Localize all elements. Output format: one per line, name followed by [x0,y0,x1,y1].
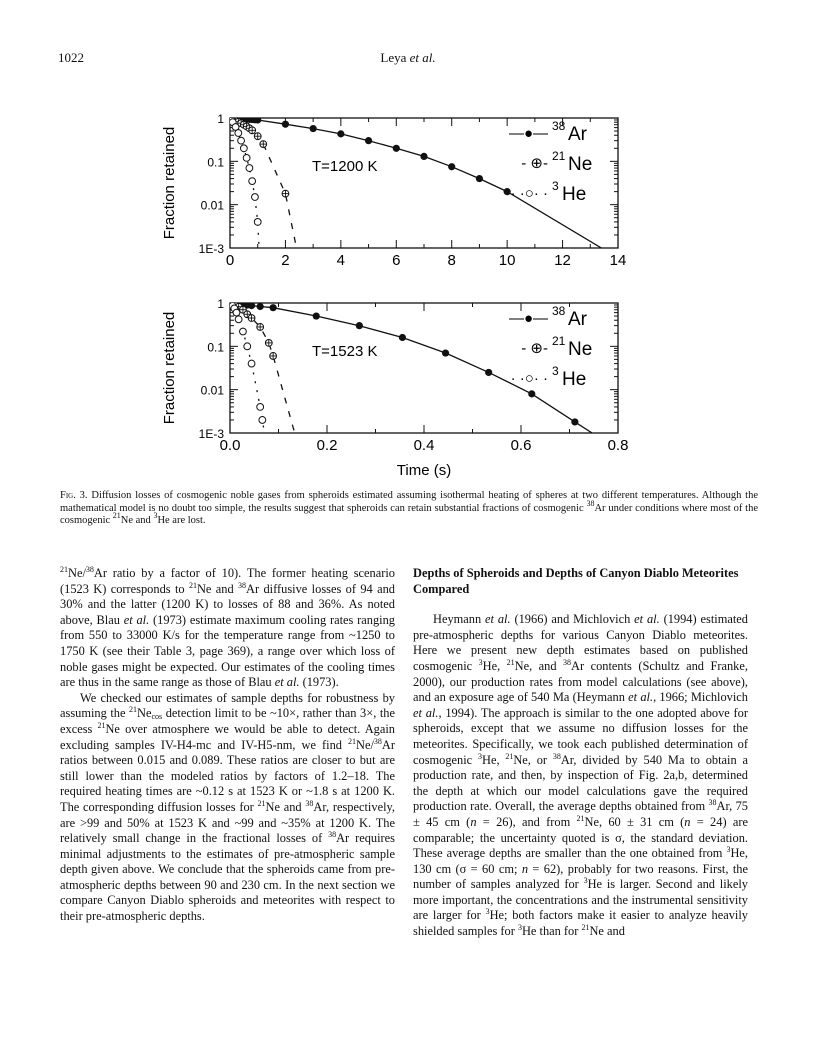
text-run: Ne [137,706,152,721]
data-point-38Ar [257,303,264,310]
data-point-38Ar [485,369,492,376]
legend-element: Ar [568,309,587,330]
text-run: He than for [521,924,582,939]
caption-sup-he: 3 [153,511,158,520]
data-point-38Ar [248,302,255,309]
y-tick-label: 0.01 [200,383,224,398]
text-run: Ne over atmosphere we would be able to detect. Again excluding samples IV-H4-mc and IV-H5-nm, we find [60,721,396,752]
paragraph [60,566,395,691]
text-run: n [521,861,529,876]
temperature-annotation: T=1523 K [312,342,378,360]
text-run: 38 [238,580,247,590]
x-tick-label: 14 [609,252,627,269]
caption-label: Fig. 3. [60,490,88,501]
legend-symbol: · ·○· · [510,185,548,202]
x-tick-label: 0.2 [316,437,338,454]
page-number: 1022 [58,50,84,65]
left-column [60,566,395,925]
text-run: He is larger. Second and likely more important, the concentrations and the instrumental sensitivity are larger for [413,877,748,923]
x-tick-label: 4 [336,252,346,269]
data-point-38Ar [571,418,578,425]
text-run: n [684,814,691,829]
data-point-3He [252,194,259,201]
data-point-38Ar [282,121,289,128]
text-run: Ar contents (Schultz and Franke, 2000), our production rates from model calculations (see above), and an exposure age of 540 Ma (Heymann [413,658,748,705]
legend-mass-number: 38 [552,304,566,318]
data-point-38Ar [442,349,449,356]
data-point-38Ar [476,175,483,182]
legend-element: Ne [568,154,593,175]
legend-symbol: - ⊕- [521,155,548,172]
text-run: = 24) are comparable; the uncertainty quoted is σ, the standard deviation. These average depths are smaller than the one obtained from [413,814,748,861]
chart-1200k [150,100,670,275]
text-run: et al. [123,612,150,627]
legend-symbol: —●— [508,310,548,327]
text-run: , 1966; Michlovich [653,690,748,705]
data-point-38Ar [310,125,317,132]
text-run: et al. [628,690,654,705]
x-tick-label: 10 [498,252,516,269]
text-run: Ne and [265,799,306,814]
y-tick-label: 0.01 [200,198,224,213]
text-run: = 26), and from [476,814,577,829]
data-point-3He [248,360,255,367]
caption-text-2: Ar under conditions where most of the cosmogenic [60,502,758,526]
legend-element: He [562,369,587,390]
data-point-3He [249,178,256,185]
text-run: Ar diffusive losses of 94 and 30% and the latter (1200 K) to losses of 88 and 36%. As noted above, Blau [60,581,395,627]
data-point-38Ar [393,145,400,152]
text-run: He, [482,752,506,767]
figure-caption [60,490,758,528]
text-run: et al. [634,612,660,627]
temperature-annotation: T=1200 K [312,157,378,175]
text-run: Heymann [433,612,486,627]
text-run: et al. [274,675,300,690]
text-run: (1994) estimated pre-atmospheric depths for various Canyon Diablo meteorites. Here we present new depth estimates based on published cosmogenic [413,612,748,673]
plot-frame [230,303,618,433]
text-run: 38 [305,798,314,808]
text-run: 21 [188,580,197,590]
data-point-3He [240,145,247,152]
series-line-21Ne [232,304,295,433]
series-3He [228,301,266,433]
text-run: 21 [506,657,515,667]
caption-sup-ar: 38 [586,498,595,508]
text-run: et al. [485,612,511,627]
text-run: Ne, 60 ± 31 cm ( [584,814,685,829]
text-run: 21 [129,705,138,715]
text-run: 3 [485,907,490,917]
text-run: cos [151,712,163,722]
text-run: 21 [257,798,266,808]
x-tick-label: 2 [281,252,290,269]
running-head [0,50,816,66]
text-run: 38 [85,565,94,574]
chart-1523k [150,285,670,485]
legend-element: He [562,184,587,205]
right-column [413,566,748,940]
legend-symbol: —●— [508,125,548,142]
text-run: Ne and [196,581,239,596]
text-run: Ar, 75 ± 45 cm ( [413,799,748,829]
text-run: Ne/ [356,737,374,752]
text-run: (1973) estimate maximum cooling rates ranging from 550 to 33000 K/s for the temperature range from ~1250 to 1750 K (see their Table 3, page 369), a range over which loss of noble gases might be expected. Our estimates of the cooling times are thus in the same range as those of Blau [60,612,395,690]
legend-mass-number: 38 [552,119,566,133]
data-point-38Ar [270,304,277,311]
y-tick-label: 1E-3 [198,427,224,441]
data-point-3He [240,328,247,335]
text-run: Ar ratio by a factor of 10). The former heating scenario (1523 K) corresponds to [60,566,395,596]
running-head-etal: et al. [409,50,436,65]
data-point-3He [244,343,251,350]
text-run: (1966) and Michlovich [510,612,635,627]
x-tick-label: 0 [225,252,235,269]
text-run: n [470,814,477,829]
x-axis-label: Time (s) [396,462,452,479]
text-run: 21 [348,736,357,746]
caption-text-4: He are lost. [157,515,206,526]
legend-element: Ar [568,124,587,145]
legend-symbol: - ⊕- [521,340,548,357]
x-tick-label: 0.6 [510,437,532,454]
legend-element: Ne [568,339,593,360]
text-run: 3 [478,657,483,667]
text-run: 3 [517,923,522,933]
caption-sup-ne: 21 [112,511,121,520]
data-point-38Ar [356,322,363,329]
plot-frame [230,118,618,248]
text-run: He; both factors make it easier to analyze heavily shielded samples for [413,908,748,939]
data-point-38Ar [337,130,344,137]
x-tick-label: 0.8 [607,437,629,454]
text-run: Ar requires minimal adjustments to the estimates of pre-atmospheric sample depth given above. We conclude that the spheroids came from pre-atmospheric depths between 90 and 230 cm. In the next section we compare Canyon Diablo spheroids and meteorites with respect to their pre-atmospheric depths. [60,831,395,924]
text-run: 21 [97,720,106,730]
text-run: Ne, or [513,752,553,767]
text-run: Ne, and [514,658,564,673]
data-point-3He [243,155,250,162]
text-run: , 1994). The approach is similar to the one adopted above for spheroids, except that we assume no diffusion losses for the meteorites. Specifically, we took each published determination of cosmogenic [413,705,748,767]
x-tick-label: 12 [554,252,571,269]
data-point-38Ar [365,137,372,144]
y-tick-label: 0.1 [207,155,224,170]
text-run: 38 [563,657,572,667]
data-point-3He [257,404,264,411]
text-run: Ne/ [68,566,86,580]
legend-mass-number: 21 [552,149,566,163]
text-run: Ar ratios between 0.015 and 0.089. These ratios are closer to but are still lower than the modeled ratios by factors of 1.2–18. The required heating times are ~0.12 s at 1523 K or ~1.8 s at 1200 K. The corresponding diffusion losses for [60,737,395,814]
x-tick-label: 8 [447,252,456,269]
text-run: He, 130 cm (σ = 60 cm; [413,846,748,876]
caption-text-1: Diffusion losses of cosmogenic noble gases from spheroids estimated assuming isothermal heating of spheres at two different temperatures. Although the mathematical model is no doubt too simple, the results suggest that spheroids can retain substantial fractions of cosmogenic [60,490,759,514]
series-line-3He [231,120,259,248]
text-run: 21 [505,751,514,761]
text-run: 38 [552,751,561,761]
text-run: 21 [576,813,585,823]
x-tick-label: 0.0 [219,437,241,454]
text-run: Ne and [589,924,625,939]
text-run: et al. [413,705,439,720]
paragraph [413,612,748,939]
data-point-3He [235,130,242,137]
data-point-3He [259,417,266,424]
legend-symbol: · ·○· · [510,370,548,387]
running-head-authors: Leya [380,50,410,65]
data-point-3He [235,316,242,323]
x-tick-label: 6 [392,252,401,269]
data-point-38Ar [448,163,455,170]
legend-mass-number: 21 [552,334,566,348]
y-tick-label: 0.1 [207,340,224,355]
y-tick-label: 1E-3 [198,242,224,256]
data-point-38Ar [420,153,427,160]
text-run: He, [482,658,507,673]
text-run: 3 [726,845,731,855]
x-tick-label: 0.4 [413,437,435,454]
data-point-38Ar [399,334,406,341]
text-run: Ar, divided by 540 Ma to obtain a production rate, and then, by inspection of Fig. 2a,b, determined the depth at which our model calculations gave the required production rate. Overall, the average depths obtained from [413,752,748,814]
paragraph [60,691,395,925]
y-tick-label: 1 [217,112,224,126]
caption-text-3: Ne and [120,515,154,526]
y-tick-label: 1 [217,297,224,311]
data-point-38Ar [528,390,535,397]
legend-mass-number: 3 [552,179,559,193]
data-point-38Ar [313,312,320,319]
text-run: = 62), probably for two reasons. First, the number of samples analyzed for [413,861,748,892]
data-point-3He [238,137,245,144]
data-point-3He [246,165,253,172]
section-heading: Depths of Spheroids and Depths of Canyon Diablo Meteorites Compared [413,566,739,596]
text-run: 38 [328,830,337,840]
text-run: 3 [478,751,482,761]
text-run: detection limit to be ~10×, rather than 3×, the excess [60,706,395,736]
y-axis-label: Fraction retained [161,311,178,425]
text-run: 21 [60,565,68,574]
text-run: (1973). [299,675,339,690]
text-run: Ar, respectively, are >99 and 50% at 1523 K and ~99 and ~35% at 1200 K. The relatively small change in the fractional losses of [60,799,395,846]
text-run: 21 [581,923,590,933]
text-run: We checked our estimates of sample depths for robustness by assuming the [60,690,395,721]
text-run: 38 [373,736,382,746]
text-run: 38 [708,798,717,808]
legend-mass-number: 3 [552,364,559,378]
data-point-3He [254,219,261,226]
text-run: 3 [583,876,588,886]
y-axis-label: Fraction retained [161,126,178,240]
data-point-3He [233,309,240,316]
